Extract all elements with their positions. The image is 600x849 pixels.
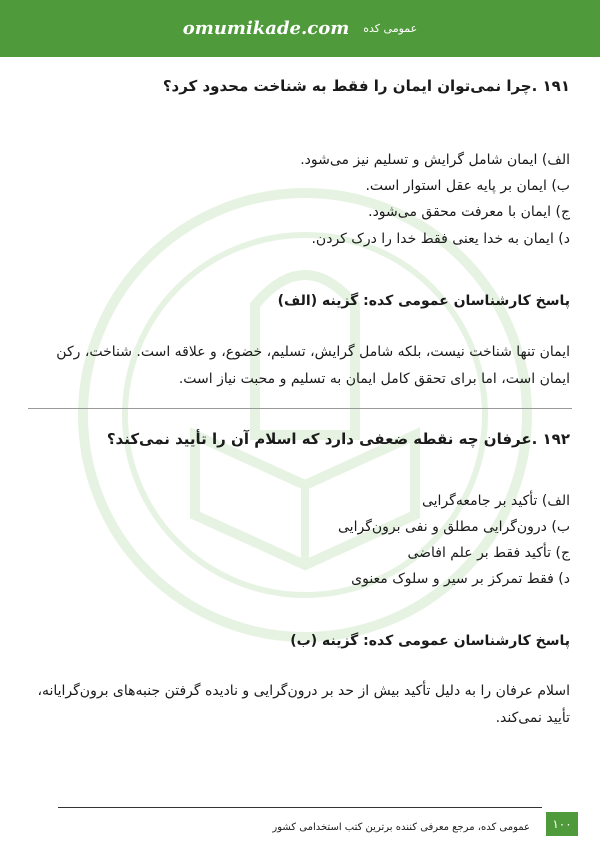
question-192-option-d: د) فقط تمرکز بر سیر و سلوک معنوی [351, 571, 570, 587]
page-number: ۱۰۰ [546, 812, 578, 836]
site-subtitle: عمومی کده [363, 22, 418, 35]
footer-rule [58, 807, 542, 808]
question-191-answer-heading: پاسخ کارشناسان عمومی کده: گزینه (الف) [277, 293, 570, 309]
site-brand: omumikade.com [182, 18, 350, 39]
footer-text: عمومی کده، مرجع معرفی کننده برترین کتب استخدامی کشور [272, 822, 530, 833]
question-192-title: ۱۹۲ .عرفان چه نقطه ضعفی دارد که اسلام آن را تأیید نمی‌کند؟ [106, 430, 570, 448]
page-header [0, 0, 600, 57]
question-191-option-b: ب) ایمان بر پایه عقل استوار است. [365, 178, 570, 194]
question-192-answer-heading: پاسخ کارشناسان عمومی کده: گزینه (ب) [290, 633, 570, 649]
question-191-answer-text: ایمان تنها شناخت نیست، بلکه شامل گرایش، تسلیم، خضوع، و علاقه است. شناخت، رکن ایمان است، اما برای تحقق کامل ایمان به تسلیم و محبت نیاز است. [56, 344, 570, 387]
question-191-option-c: ج) ایمان با معرفت محقق می‌شود. [368, 204, 570, 220]
question-191-option-a: الف) ایمان شامل گرایش و تسلیم نیز می‌شود. [300, 152, 570, 168]
question-191-title: ۱۹۱ .چرا نمی‌توان ایمان را فقط به شناخت محدود کرد؟ [162, 77, 570, 95]
question-192-option-b: ب) درون‌گرایی مطلق و نفی برون‌گرایی [338, 519, 570, 535]
question-192-option-c: ج) تأکید فقط بر علم افاضی [407, 545, 570, 561]
question-191-option-d: د) ایمان به خدا یعنی فقط خدا را درک کردن. [311, 231, 570, 247]
question-192-answer-text: اسلام عرفان را به دلیل تأکید بیش از حد بر درون‌گرایی و نادیده گرفتن جنبه‌های برون‌گرایانه، تأیید نمی‌کند. [37, 683, 570, 726]
question-192-option-a: الف) تأکید بر جامعه‌گرایی [421, 493, 570, 509]
section-divider [28, 408, 572, 409]
